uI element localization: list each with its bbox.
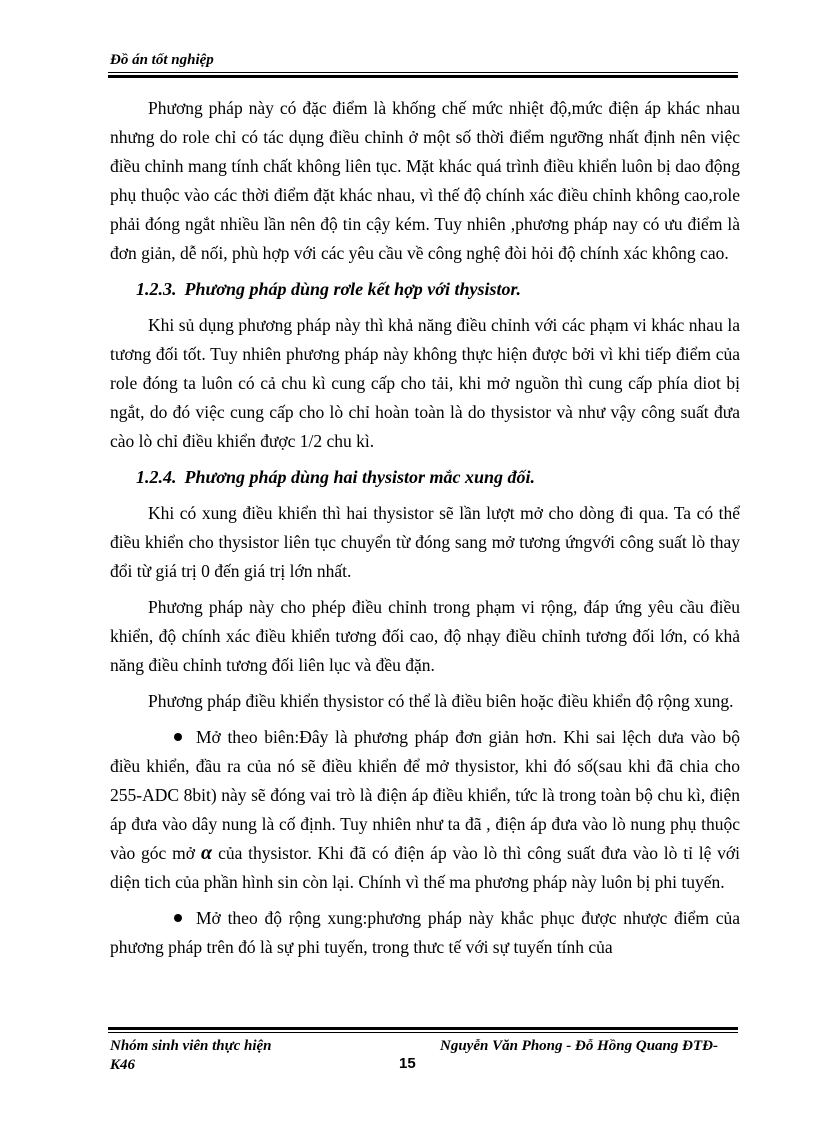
- section-heading-1-2-4: [110, 463, 740, 492]
- paragraph-control-modes: Phương pháp điều khiển thysistor có thể là điều biên hoặc điều khiển độ rộng xung.: [148, 691, 734, 711]
- bullet-text-part1: Mở theo biên:Đây là phương pháp đơn giản hơn. Khi sai lệch dưa vào bộ điều khiển, đầu ra của nó sẽ điều khiển để mở thysistor, khi đó số(sau khi đã chia cho 255-ADC 8bit) này sẽ đóng vai trò là điện áp điều khiển, tức là trong toàn bộ chu kì, điện áp đưa vào dây nung là cố định. Tuy nhiên như ta đã , điện áp đưa vào lò nung phụ thuộc vào góc mở: [110, 727, 740, 863]
- header-rule-thin: [108, 72, 738, 73]
- document-header-title: Đồ án tốt nghiệp: [110, 52, 214, 68]
- paragraph-wide-range: Phương pháp này cho phép điều chỉnh trong phạm vi rộng, đáp ứng yêu cầu điều khiển, độ chính xác điều khiển tương đối cao, độ nhạy điều chỉnh tương đối lớn, có khả năng điều chỉnh tương đối liên lục và đều đặn.: [110, 597, 740, 675]
- footer-group-label: [110, 1037, 272, 1075]
- footer-rule-thick: [108, 1027, 738, 1030]
- section-title: Phương pháp dùng hai thysistor mắc xung đối.: [184, 467, 536, 487]
- footer-group-name: Nhóm sinh viên thực hiện: [110, 1038, 272, 1054]
- section-number: 1.2.4.: [136, 467, 177, 487]
- bullet-pulse-width-mode: [110, 904, 740, 962]
- footer-class-code: K46: [110, 1057, 136, 1073]
- alpha-symbol: α: [200, 842, 213, 864]
- section-number: 1.2.3.: [136, 279, 177, 299]
- page-body: [110, 94, 740, 969]
- bullet-text-part2: của thysistor. Khi đã có điện áp vào lò thì công suất đưa vào lò tỉ lệ với diện tich của phần hình sin còn lại. Chính vì thế ma phương pháp này luôn bị phi tuyến.: [110, 843, 740, 892]
- footer-rule-thin: [108, 1032, 738, 1033]
- paragraph-relay-thysistor: Khi sủ dụng phương pháp này thì khả năng điều chỉnh với các phạm vi khác nhau la tương đối tốt. Tuy nhiên phương pháp này không thực hiện được bởi vì khi tiếp điểm của role đóng ta luôn có cả chu kì cung cấp cho tải, khi mở nguồn thì cung cấp phía diot bị ngắt, do đó việc cung cấp cho lò chỉ hoàn toàn là do thysistor và như vậy công suất đưa cào lò chỉ điều khiển được 1/2 chu kì.: [110, 315, 740, 451]
- bullet-text: Mở theo độ rộng xung:phương pháp này khắc phục được nhược điểm của phương pháp trên đó là sự phi tuyến, trong thưc tế với sự tuyến tính của: [110, 908, 740, 957]
- header-rule-thick: [108, 75, 738, 78]
- bullet-amplitude-mode: [110, 723, 740, 897]
- paragraph-pulse-control: Khi có xung điều khiển thì hai thysistor sẽ lần lượt mở cho dòng đi qua. Ta có thể điều khiển cho thysistor liên tục chuyển từ đóng sang mở tương ứngvới công suất lò thay đổi từ giá trị 0 đến giá trị lớn nhất.: [110, 503, 740, 581]
- bullet-dot-icon: [174, 733, 182, 741]
- bullet-dot-icon: [174, 914, 182, 922]
- section-heading-1-2-3: [110, 275, 740, 304]
- section-title: Phương pháp dùng rơle kết hợp với thysistor.: [184, 279, 521, 299]
- page-number: 15: [399, 1055, 416, 1072]
- paragraph-intro: Phương pháp này có đặc điểm là khống chế mức nhiệt độ,mức điện áp khác nhau nhưng do role chỉ có tác dụng điều chỉnh ở một số thời điểm ngưỡng nhất định nên việc điều chỉnh mang tính chất không liên tục. Mặt khác quá trình điều khiển luôn bị dao động phụ thuộc vào các thời điểm đặt khác nhau, vì thế độ chính xác điều chỉnh không cao,role phải đóng ngắt nhiều lần nên độ tin cậy kém. Tuy nhiên ,phương pháp nay có ưu điểm là đơn giản, dễ nối, phù hợp với các yêu cầu về công nghệ đòi hỏi độ chính xác không cao.: [110, 98, 740, 263]
- footer-authors: Nguyễn Văn Phong - Đỗ Hồng Quang ĐTĐ-: [440, 1038, 718, 1054]
